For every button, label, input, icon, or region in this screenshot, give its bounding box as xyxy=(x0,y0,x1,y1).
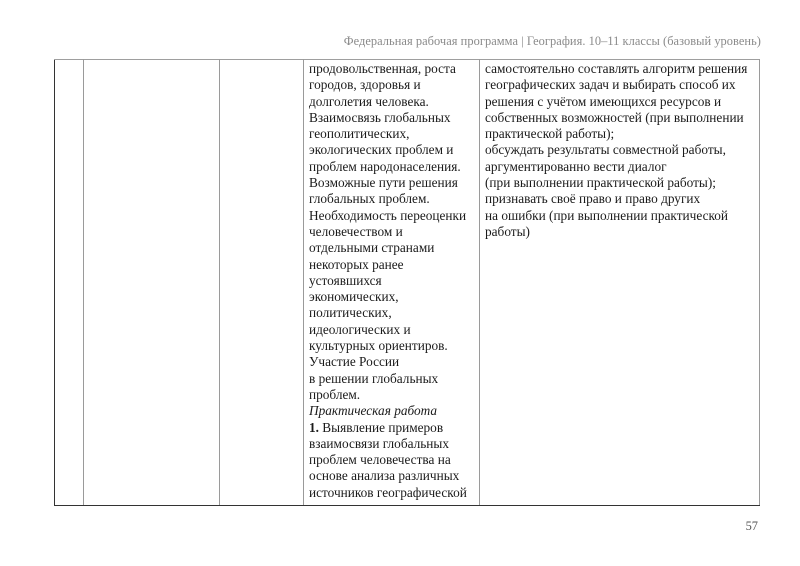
activity-line: самостоятельно составлять алгоритм решения xyxy=(485,61,748,76)
activities-text xyxy=(480,60,759,240)
content-line: устоявшихся xyxy=(309,272,382,288)
content-line: Взаимосвязь глобальных xyxy=(309,109,451,125)
content-line: геополитических, xyxy=(309,126,410,142)
content-line: человечеством и xyxy=(309,223,403,239)
table-row xyxy=(55,60,760,506)
content-line: идеологических и xyxy=(309,321,411,337)
content-cell xyxy=(304,60,480,506)
content-line: отдельными странами xyxy=(309,240,435,256)
practical-work-line: взаимосвязи глобальных xyxy=(309,435,450,451)
practical-work-number: 1. xyxy=(309,419,319,435)
content-line: глобальных проблем. xyxy=(309,191,430,207)
practical-work-line: основе анализа различных xyxy=(309,468,460,484)
activity-line: на ошибки (при выполнении практической xyxy=(485,207,729,223)
content-line: Участие России xyxy=(309,354,400,370)
topic-cell xyxy=(84,60,220,506)
curriculum-table xyxy=(54,59,760,506)
content-line: проблем. xyxy=(309,386,361,402)
practical-work-item xyxy=(309,420,475,436)
activity-line: собственных возможностей (при выполнении xyxy=(485,109,744,125)
activity-line: признавать своё право и право других xyxy=(485,191,701,207)
page-number: 57 xyxy=(745,519,758,533)
content-line: Необходимость переоценки xyxy=(309,207,467,223)
content-line: Возможные пути решения xyxy=(309,175,458,191)
content-text xyxy=(304,60,479,501)
practical-work-line: источников географической xyxy=(309,484,467,500)
content-line: культурных ориентиров. xyxy=(309,338,448,354)
content-line: политических, xyxy=(309,305,392,321)
number-cell xyxy=(55,60,84,506)
content-line: долголетия человека. xyxy=(309,93,429,109)
activity-line: практической работы); xyxy=(485,126,615,142)
activity-line: (при выполнении практической работы); xyxy=(485,175,716,191)
practical-work-line: проблем человечества на xyxy=(309,452,451,468)
content-line: в решении глобальных xyxy=(309,370,439,386)
practical-work-line: Выявление примеров xyxy=(318,419,444,435)
hours-cell xyxy=(220,60,304,506)
activity-line: решения с учётом имеющихся ресурсов и xyxy=(485,93,722,109)
practical-work-heading: Практическая работа xyxy=(309,403,438,419)
content-line: некоторых ранее xyxy=(309,256,404,272)
content-line: продовольственная, роста xyxy=(309,61,456,76)
running-header: Федеральная рабочая программа | География. 10–11 классы (базовый уровень) xyxy=(343,34,761,48)
content-line: экологических проблем и xyxy=(309,142,454,158)
activity-line: аргументированно вести диалог xyxy=(485,158,667,174)
content-line: экономических, xyxy=(309,289,399,305)
activity-line: работы) xyxy=(485,223,530,239)
content-line: городов, здоровья и xyxy=(309,77,421,93)
content-line: проблем народонаселения. xyxy=(309,158,461,174)
activity-line: обсуждать результаты совместной работы, xyxy=(485,142,726,158)
activities-cell xyxy=(480,60,760,506)
activity-line: географических задач и выбирать способ их xyxy=(485,77,736,93)
